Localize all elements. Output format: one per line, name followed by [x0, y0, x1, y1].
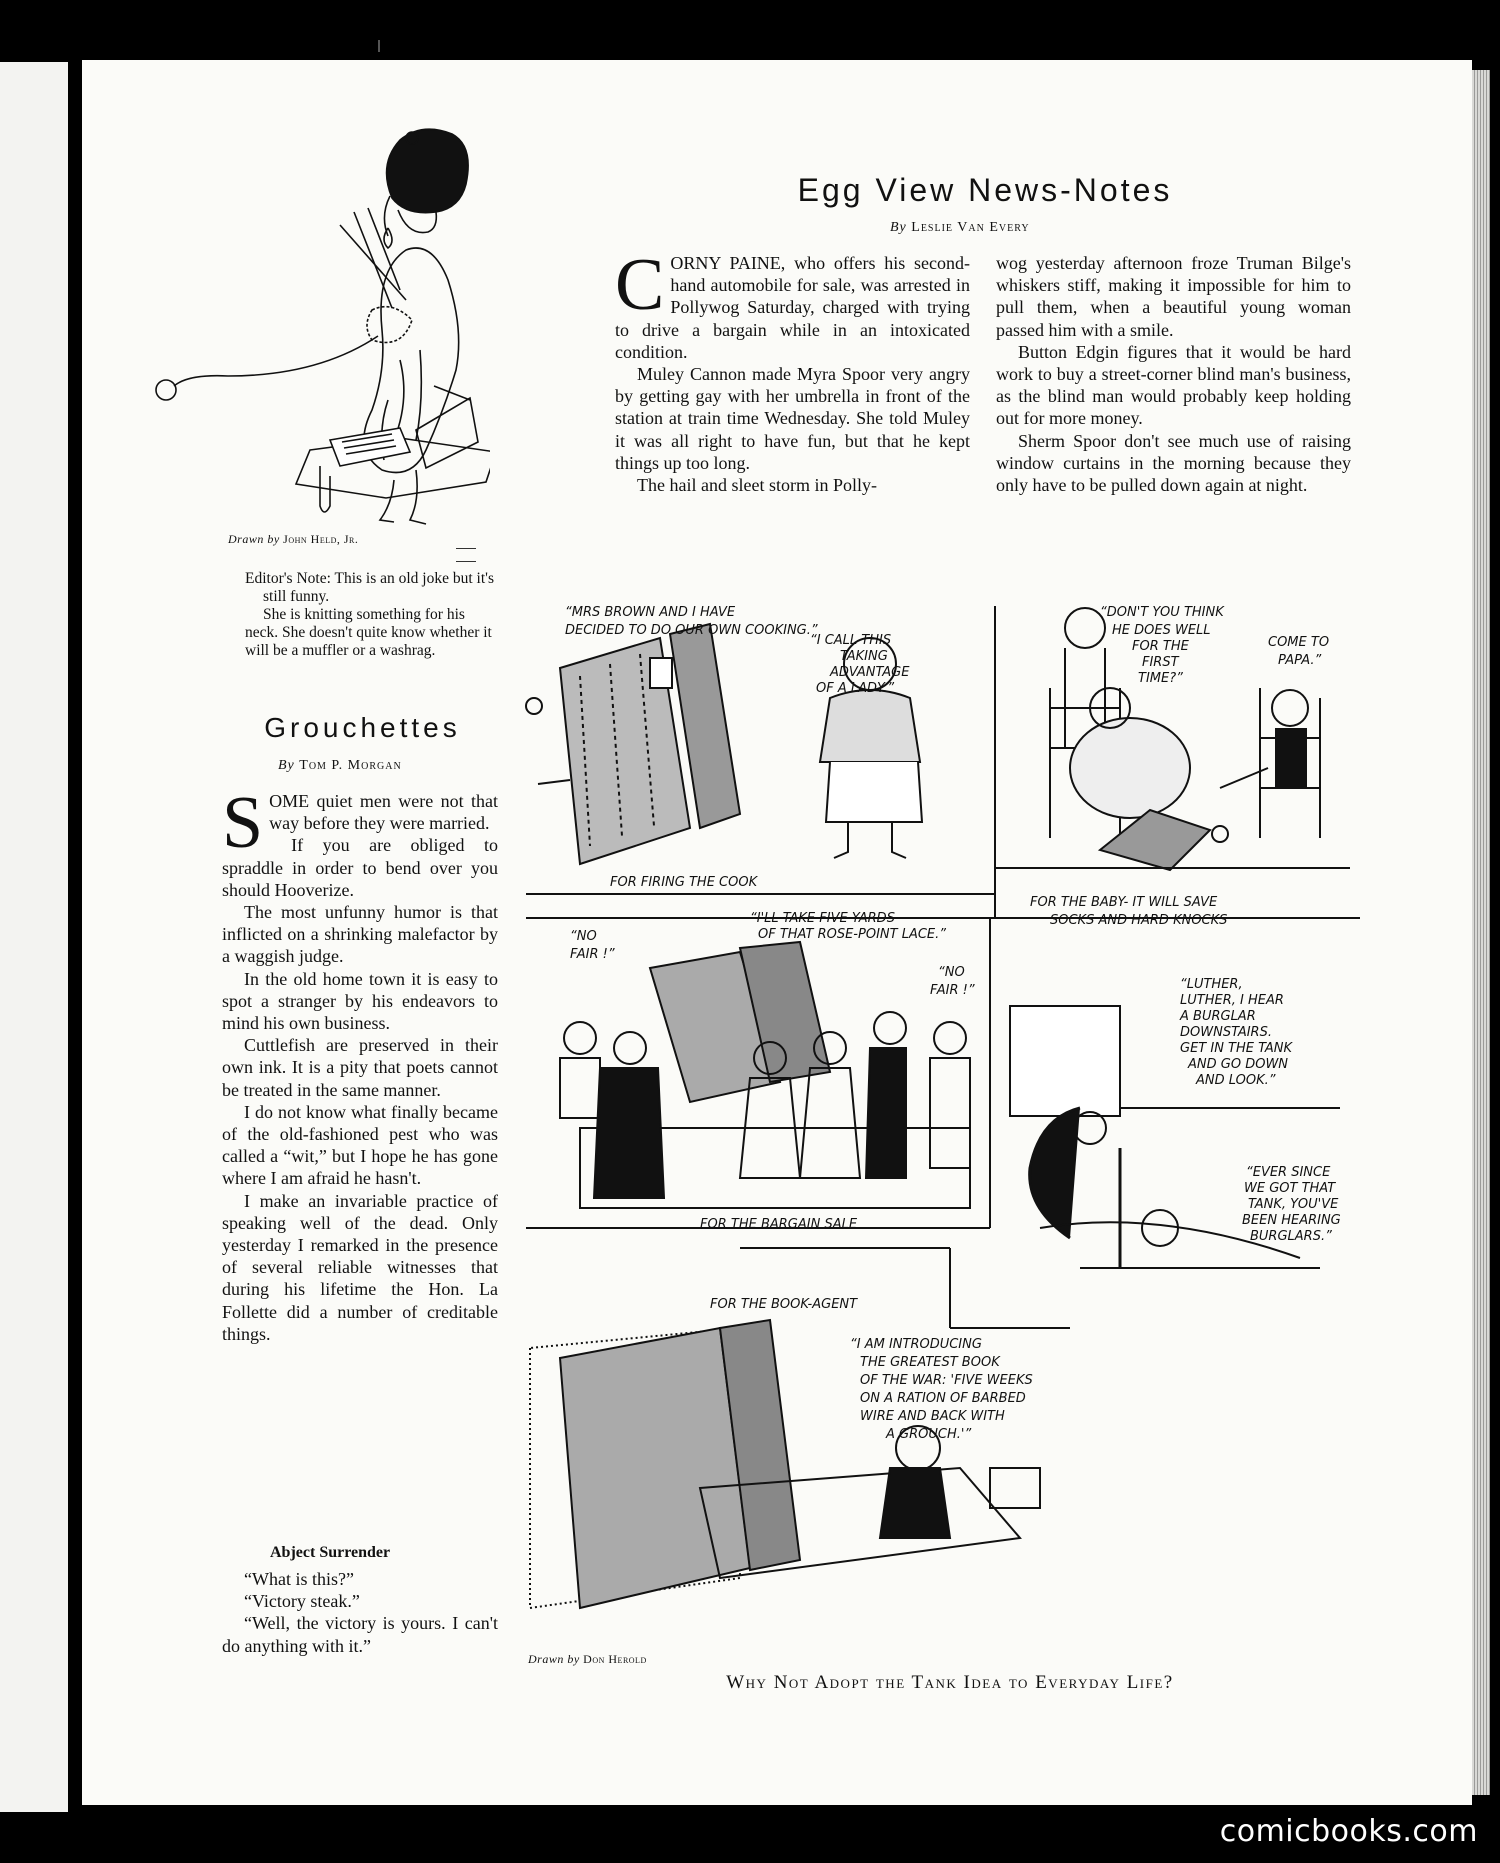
facing-page [0, 62, 68, 1812]
paragraph: Cuttlefish are preserved in their own ink. It is a pity that poets cannot be treated in the same manner. [222, 1035, 498, 1100]
page-edge [1472, 70, 1490, 1795]
speech-bubble: FAIR !” [930, 983, 975, 998]
tank-cartoon [520, 588, 1360, 1660]
speech-bubble: A BURGLAR [1180, 1009, 1256, 1024]
byline-prefix: By [890, 220, 907, 235]
speech-bubble: “I'LL TAKE FIVE YARDS [750, 911, 895, 926]
paragraph: ORNY PAINE, who offers his second-hand automobile for sale, was arrested in Pollywog Saturday, charged with trying to drive a bargain while in an intoxicated condition. [615, 253, 970, 362]
egg-view-byline [890, 220, 1030, 236]
spine-mark [378, 40, 380, 52]
knitting-woman-illustration [130, 100, 490, 540]
speech-bubble: THE GREATEST BOOK [860, 1355, 1000, 1370]
speech-bubble: DOWNSTAIRS. [1180, 1025, 1272, 1040]
paragraph: wog yesterday afternoon froze Truman Bilge's whiskers stiff, making it impossible for him to pull them, when a beautiful young woman passed him with a smile. [996, 253, 1351, 340]
speech-bubble: BURGLARS.” [1250, 1229, 1332, 1244]
speech-bubble: WIRE AND BACK WITH [860, 1409, 1005, 1424]
speech-bubble: COME TO [1268, 635, 1330, 650]
paragraph: I make an invariable practice of speaking well of the dead. Only yesterday I remarked in the presence of several reliable witnesses that during his lifetime the Hon. La Follette did a number of creditable things. [222, 1190, 498, 1344]
abject-surrender-title: Abject Surrender [270, 1544, 391, 1561]
dialogue-line: “What is this?” [244, 1569, 354, 1589]
dialogue-line: “Well, the victory is yours. I can't do anything with it.” [222, 1613, 498, 1656]
speech-bubble: “I CALL THIS [810, 633, 892, 648]
speech-bubble: “LUTHER, [1180, 977, 1243, 992]
drop-cap: C [615, 244, 665, 326]
credit-prefix: Drawn by [528, 1652, 580, 1666]
held-credit [228, 532, 358, 547]
speech-bubble: FIRST [1142, 655, 1179, 670]
editors-note-line1: Editor's Note: This is an old joke but it's still funny. [245, 570, 494, 605]
credit-name: Don Herold [583, 1652, 647, 1666]
speech-bubble: PAPA.” [1278, 653, 1322, 668]
speech-bubble: GET IN THE TANK [1180, 1041, 1293, 1056]
speech-bubble: LUTHER, I HEAR [1180, 993, 1284, 1008]
speech-bubble: FOR THE [1132, 639, 1189, 654]
bargain-sale-panel3 [560, 942, 970, 1208]
paragraph: The hail and sleet storm in Polly- [637, 475, 877, 496]
speech-bubble: TAKING [840, 649, 888, 664]
paragraph: Button Edgin figures that it would be hard work to buy a street-corner blind man's business, as the blind man would probably keep holding out for more money. [996, 341, 1351, 429]
drop-cap: S [222, 782, 264, 864]
egg-view-title: Egg View News-Notes [797, 172, 1173, 208]
panel-label: SOCKS AND HARD KNOCKS [1050, 913, 1228, 928]
dialogue-line: “Victory steak.” [244, 1591, 360, 1612]
egg-view-column-1 [615, 244, 970, 496]
panel-label: FOR THE BOOK-AGENT [710, 1297, 858, 1312]
cartoon-caption: Why Not Adopt the Tank Idea to Everyday Life? [726, 1672, 1174, 1693]
speech-bubble: DECIDED TO DO OUR OWN COOKING.” [565, 623, 818, 638]
speech-bubble: AND GO DOWN [1188, 1057, 1289, 1072]
speech-bubble: FAIR !” [570, 947, 615, 962]
speech-bubble: “NO [570, 929, 597, 944]
paragraph: Muley Cannon made Myra Spoor very angry by getting gay with her umbrella in front of the station at train time Wednesday. She told Muley it was all right to have fun, but that he kept things up too long. [615, 364, 970, 473]
speech-bubble: A GROUCH.'” [886, 1427, 972, 1442]
paragraph: I do not know what finally became of the old-fashioned pest who was called a “wit,” but I hope he has gone where I am afraid he hasn't. [222, 1101, 498, 1189]
paragraph: If you are obliged to spraddle in order to bend over you should Hooverize. [222, 835, 498, 900]
credit-prefix: Drawn by [228, 532, 280, 546]
byline-prefix: By [278, 758, 295, 773]
herold-credit [528, 1652, 647, 1667]
panel-label: FOR THE BARGAIN SALE [700, 1217, 858, 1232]
grouchettes-title: Grouchettes [264, 712, 461, 743]
speech-bubble: TANK, YOU'VE [1248, 1197, 1339, 1212]
speech-bubble: OF A LADY.” [816, 681, 895, 696]
grouchettes-column [222, 782, 498, 1345]
byline-name: Leslie Van Every [911, 220, 1030, 235]
speech-bubble: WE GOT THAT [1244, 1181, 1336, 1196]
panel-label: FOR FIRING THE COOK [610, 875, 758, 890]
speech-bubble: BEEN HEARING [1242, 1213, 1341, 1228]
speech-bubble: AND LOOK.” [1196, 1073, 1276, 1088]
panel-label: FOR THE BABY- IT WILL SAVE [1030, 895, 1218, 910]
editors-note [245, 570, 500, 660]
speech-bubble: TIME?” [1138, 671, 1183, 686]
speech-bubble: “EVER SINCE [1246, 1165, 1331, 1180]
paragraph: In the old home town it is easy to spot a stranger by his endeavors to mind his own business. [222, 968, 498, 1034]
egg-view-column-2 [996, 252, 1351, 496]
speech-bubble: OF THAT ROSE-POINT LACE.” [758, 927, 946, 942]
site-watermark: comicbooks.com [1219, 1814, 1478, 1849]
byline-name: Tom P. Morgan [299, 758, 402, 773]
credit-name: John Held, Jr. [283, 532, 359, 546]
speech-bubble: ADVANTAGE [830, 665, 910, 680]
paragraph: OME quiet men were not that way before they were married. [269, 791, 498, 834]
speech-bubble: “I AM INTRODUCING [850, 1337, 982, 1352]
paragraph: The most unfunny humor is that inflicted on a shrinking malefactor by a waggish judge. [222, 902, 498, 967]
speech-bubble: OF THE WAR: 'FIVE WEEKS [860, 1373, 1033, 1388]
abject-surrender-text [222, 1568, 498, 1657]
grouchettes-byline [278, 758, 402, 774]
squiggle-divider [456, 548, 476, 562]
speech-bubble: “NO [938, 965, 965, 980]
speech-bubble: HE DOES WELL [1112, 623, 1211, 638]
editors-note-line2: She is knitting something for his neck. She doesn't quite know whether it will be a muffler or a washrag. [245, 606, 492, 659]
speech-bubble: “MRS BROWN AND I HAVE [565, 605, 736, 620]
speech-bubble: “DON'T YOU THINK [1100, 605, 1224, 620]
speech-bubble: ON A RATION OF BARBED [860, 1391, 1026, 1406]
tank-panel1 [526, 624, 740, 864]
paragraph: Sherm Spoor don't see much use of raising window curtains in the morning because they only have to be pulled down again at night. [996, 430, 1351, 496]
